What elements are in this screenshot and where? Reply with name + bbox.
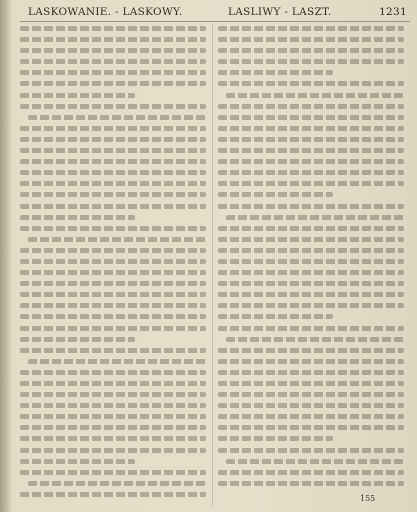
text-line [28, 481, 206, 486]
text-line [218, 81, 404, 86]
text-line [218, 359, 404, 364]
text-line [20, 259, 206, 264]
text-line [20, 370, 206, 375]
text-line [218, 59, 404, 64]
text-line [20, 392, 206, 397]
text-line [20, 381, 206, 386]
text-line [20, 59, 206, 64]
text-line [218, 237, 404, 242]
text-line [218, 403, 404, 408]
text-line [20, 81, 206, 86]
text-line [20, 248, 206, 253]
text-line [28, 115, 206, 120]
text-line [218, 248, 404, 253]
text-line [20, 215, 135, 220]
text-line [218, 392, 404, 397]
text-line [20, 470, 206, 475]
text-line [20, 448, 206, 453]
text-line [20, 192, 206, 197]
text-line [20, 459, 135, 464]
text-line [218, 436, 333, 441]
text-line [218, 148, 404, 153]
text-line [20, 292, 206, 297]
text-line [20, 337, 135, 342]
column-divider [212, 24, 213, 506]
text-line [218, 104, 404, 109]
text-line [218, 26, 404, 31]
text-line [218, 414, 404, 419]
text-line [20, 403, 206, 408]
text-line [218, 126, 404, 131]
text-line [20, 425, 206, 430]
text-line [20, 204, 206, 209]
text-line [20, 281, 206, 286]
text-line [20, 414, 206, 419]
text-line [20, 314, 206, 319]
text-line [218, 170, 404, 175]
text-line [218, 425, 404, 430]
text-line [20, 70, 206, 75]
text-line [226, 459, 404, 464]
text-line [20, 181, 206, 186]
header-left-headword: LASKOWANIE. - LASKOWY. [28, 6, 183, 18]
right-column [218, 26, 404, 504]
header-right-headword: LASLIWY - LASZT. [228, 6, 332, 18]
text-line [20, 126, 206, 131]
text-line [218, 348, 404, 353]
text-line [218, 192, 333, 197]
text-line [20, 26, 206, 31]
text-line [218, 470, 404, 475]
text-line [218, 159, 404, 164]
text-line [218, 292, 404, 297]
text-line [218, 481, 404, 486]
text-line [20, 37, 206, 42]
text-line [20, 226, 206, 231]
text-line [218, 314, 333, 319]
text-line [28, 237, 206, 242]
text-line [218, 303, 404, 308]
text-line [218, 70, 333, 75]
text-line [218, 181, 404, 186]
text-line [20, 137, 206, 142]
text-line [20, 93, 135, 98]
left-column [20, 26, 206, 504]
page-number: 1231 [379, 6, 407, 18]
text-line [20, 348, 206, 353]
footer-page-marker: 155 [360, 494, 376, 503]
text-line [226, 215, 404, 220]
text-line [20, 159, 206, 164]
text-line [218, 137, 404, 142]
text-line [218, 226, 404, 231]
text-line [218, 326, 404, 331]
text-line [28, 359, 206, 364]
text-line [20, 48, 206, 53]
text-line [20, 170, 206, 175]
text-line [218, 259, 404, 264]
text-line [218, 48, 404, 53]
text-line [218, 448, 404, 453]
text-line [20, 303, 206, 308]
text-line [226, 337, 404, 342]
text-line [218, 381, 404, 386]
header-rule [20, 21, 410, 22]
text-line [20, 492, 206, 497]
binding-shadow [0, 0, 12, 512]
text-line [218, 270, 404, 275]
text-line [218, 281, 404, 286]
text-line [218, 370, 404, 375]
text-line [218, 204, 404, 209]
text-line [20, 148, 206, 153]
text-line [20, 436, 206, 441]
text-line [218, 37, 404, 42]
text-line [20, 104, 206, 109]
text-line [226, 93, 404, 98]
text-line [218, 115, 404, 120]
text-line [20, 326, 206, 331]
text-line [20, 270, 206, 275]
page-header [0, 6, 417, 22]
